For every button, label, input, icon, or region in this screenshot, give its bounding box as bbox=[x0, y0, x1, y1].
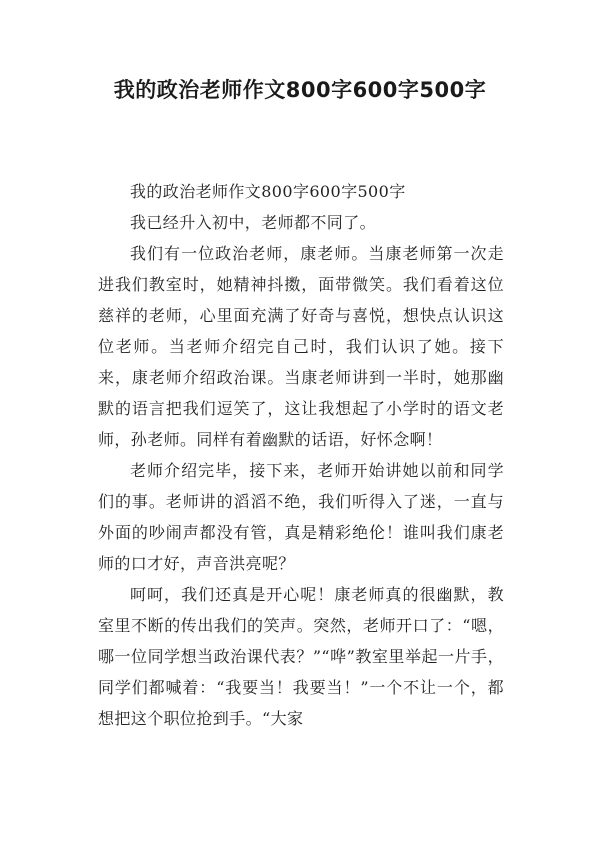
paragraph-stories: 老师介绍完毕，接下来，老师开始讲她以前和同学们的事。老师讲的滔滔不绝，我们听得入了迷，一直与外面的吵闹声都没有管，真是精彩绝伦！谁叫我们康老师的口才好，声音洪亮呢？ bbox=[98, 461, 504, 573]
paragraph-class-rep: 呵呵，我们还真是开心呢！康老师真的很幽默，教室里不断的传出我们的笑声。突然，老师开口了：“嗯，哪一位同学想当政治课代表？”“哗”教室里举起一片手，同学们都喊着：“我要当！我要当！”一个不让一个，都想把这个职位抢到手。“大家 bbox=[98, 585, 504, 728]
paragraph-subtitle: 我的政治老师作文800字600字500字 bbox=[130, 182, 406, 201]
paragraph-first-meeting: 我们有一位政治老师，康老师。当康老师第一次走进我们教室时，她精神抖擞，面带微笑。我们看着这位慈祥的老师，心里面充满了好奇与喜悦，想快点认识这位老师。当老师介绍完自己时，我们认识了她。接下来，康老师介绍政治课。当康老师讲到一半时，她那幽默的语言把我们逗笑了，这让我想起了小学时的语文老师，孙老师。同样有着幽默的话语，好怀念啊！ bbox=[98, 244, 504, 449]
document-title: 我的政治老师作文800字600字500字 bbox=[113, 78, 487, 102]
document-body bbox=[98, 176, 504, 734]
paragraph-intro: 我已经升入初中，老师都不同了。 bbox=[130, 213, 377, 232]
